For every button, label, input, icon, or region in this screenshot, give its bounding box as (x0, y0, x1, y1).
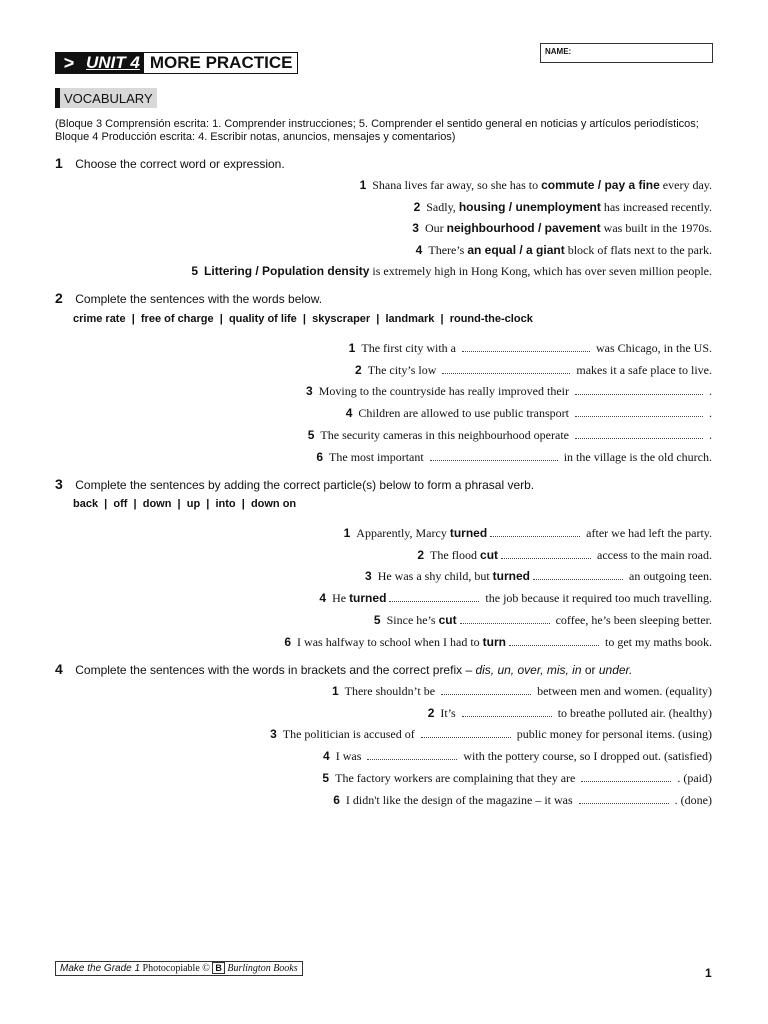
item-text: with the pottery course, so I dropped out. (satisfied) (460, 749, 712, 764)
exercise-item (308, 428, 712, 443)
exercise-instruction: Choose the correct word or expression. (75, 157, 285, 171)
item-text: The security cameras in this neighbourhood operate (320, 427, 572, 442)
item-number: 4 (319, 591, 327, 606)
item-number: 3 (412, 221, 419, 235)
item-number: 1 (359, 178, 367, 192)
item-text: block of flats next to the park. (564, 242, 712, 257)
exercise-3-heading (55, 476, 534, 494)
item-text: Our (424, 221, 447, 235)
item-text: . (706, 384, 712, 399)
item-text: There’s (428, 242, 468, 257)
photocopiable-text: Photocopiable © (140, 963, 213, 974)
item-text: Shana lives far away, so she has to (372, 178, 542, 192)
exercise-item (417, 548, 712, 563)
exercise-instruction: Complete the sentences with the words below. (75, 292, 323, 306)
exercise-item (323, 749, 712, 764)
word-bank: back | off | down | up | into | down on (73, 498, 297, 510)
item-text: makes it a safe place to live. (573, 362, 712, 377)
phrasal-verb: cut (480, 547, 499, 562)
item-number: 3 (270, 727, 277, 742)
answer-options[interactable]: housing / unemployment (458, 199, 601, 214)
exercise-4-heading (55, 661, 632, 679)
exercise-item (306, 384, 712, 399)
item-number: 3 (306, 384, 313, 399)
item-text: Moving to the countryside has really improved their (318, 384, 572, 399)
answer-blank[interactable] (462, 706, 552, 717)
answer-blank[interactable] (442, 363, 570, 374)
item-number: 5 (307, 427, 315, 442)
answer-blank[interactable] (579, 793, 669, 804)
exercise-item (319, 591, 712, 606)
item-number: 4 (345, 406, 353, 421)
answer-blank[interactable] (575, 384, 703, 395)
item-text: The flood (430, 547, 481, 562)
item-number: 2 (413, 199, 421, 214)
exercise-item (374, 613, 712, 628)
item-text: The first city with a (361, 341, 459, 355)
item-text: I was halfway to school when I had to (297, 634, 483, 649)
exercise-1-heading (55, 155, 285, 173)
item-text: the job because it required too much travelling. (482, 591, 712, 606)
exercise-item (428, 706, 712, 721)
answer-blank[interactable] (501, 548, 591, 559)
item-text: There shouldn’t be (344, 684, 439, 698)
exercise-item (344, 526, 712, 541)
answer-blank[interactable] (462, 341, 590, 352)
book-title: Make the Grade 1 (60, 963, 141, 974)
item-text: I didn't like the design of the magazine – it was (345, 792, 576, 807)
item-text: It’s (440, 705, 459, 720)
prefix-list: dis, un, over, mis, in (475, 663, 582, 677)
answer-options[interactable]: commute / pay a fine (541, 178, 660, 192)
item-text: has increased recently. (600, 199, 712, 214)
item-text: in the village is the old church. (560, 449, 712, 464)
item-number: 4 (323, 749, 330, 764)
name-label: NAME: (545, 47, 572, 56)
phrasal-verb: turn (482, 634, 506, 649)
item-number: 2 (355, 362, 362, 377)
answer-blank[interactable] (460, 613, 550, 624)
answer-blank[interactable] (533, 569, 623, 580)
item-number: 6 (284, 634, 292, 649)
unit-number: UNIT 4 (82, 53, 144, 73)
item-text: I was (335, 749, 365, 764)
exercise-item (412, 221, 712, 236)
answer-blank[interactable] (430, 450, 558, 461)
exercise-item (346, 406, 712, 421)
section-title: VOCABULARY (60, 88, 157, 108)
item-text: . (done) (671, 792, 712, 807)
exercise-item (360, 178, 712, 193)
section-label (55, 88, 157, 108)
answer-options[interactable]: an equal / a giant (467, 242, 565, 257)
exercise-item (355, 363, 712, 378)
item-text: . (paid) (674, 770, 712, 785)
answer-options[interactable]: Littering / Population density (204, 264, 370, 278)
name-field[interactable] (540, 43, 713, 63)
publisher-name: Burlington Books (224, 963, 298, 974)
answer-blank[interactable] (581, 771, 671, 782)
phrasal-verb: cut (438, 612, 457, 627)
item-text: was Chicago, in the US. (593, 341, 712, 355)
item-text: Children are allowed to use public transport (358, 406, 572, 421)
item-text: between men and women. (equality) (534, 684, 712, 698)
arrow-icon: > (56, 53, 82, 73)
item-number: 5 (191, 264, 199, 278)
exercise-item (333, 793, 712, 808)
exercise-number: 2 (55, 290, 63, 306)
exercise-item (270, 727, 712, 742)
unit-header (55, 52, 298, 74)
answer-blank[interactable] (367, 749, 457, 760)
phrasal-verb: turned (449, 526, 488, 540)
answer-options[interactable]: neighbourhood / pavement (446, 221, 601, 235)
exercise-item (316, 450, 712, 465)
exercise-instruction: Complete the sentences with the words in brackets and the correct prefix – (75, 663, 476, 677)
item-text: public money for personal items. (using) (513, 727, 712, 742)
item-number: 1 (343, 526, 351, 540)
item-text: The factory workers are complaining that they are (335, 770, 579, 785)
intro-text: (Bloque 3 Comprensión escrita: 1. Comprender instrucciones; 5. Comprender el sentido general en noticias y artículos periodísticos; Bloque 4 Producción escrita: 4. Escribir notas, anuncios, mensajes y comentarios) (55, 118, 699, 143)
answer-blank[interactable] (441, 684, 531, 695)
exercise-instruction: Complete the sentences by adding the correct particle(s) below to form a phrasal verb. (75, 478, 535, 492)
exercise-number: 4 (55, 661, 63, 677)
item-text: was built in the 1970s. (600, 221, 712, 235)
word-bank: crime rate | free of charge | quality of life | skyscraper | landmark | round-the-clock (73, 313, 533, 325)
answer-blank[interactable] (421, 727, 511, 738)
exercise-item (191, 264, 712, 279)
instruction-or: or (581, 663, 599, 677)
item-text: access to the main road. (594, 547, 712, 562)
exercise-item (414, 200, 712, 215)
answer-blank[interactable] (490, 526, 580, 537)
item-number: 6 (333, 792, 340, 807)
item-text: . (706, 406, 712, 421)
exercise-item (332, 684, 712, 699)
item-text: an outgoing teen. (626, 569, 712, 584)
page-number: 1 (705, 966, 712, 980)
item-number: 6 (316, 449, 324, 464)
item-number: 4 (415, 242, 423, 257)
exercise-item (365, 569, 712, 584)
item-text: . (706, 427, 712, 442)
item-number: 5 (373, 612, 381, 627)
item-text: He was a shy child, but (377, 569, 493, 584)
item-text: Sadly, (426, 199, 459, 214)
item-number: 1 (331, 684, 339, 698)
item-number: 2 (417, 547, 425, 562)
phrasal-verb: turned (349, 591, 387, 606)
item-text: The most important (329, 449, 427, 464)
answer-blank[interactable] (389, 591, 479, 602)
prefix-last: under. (598, 663, 633, 677)
exercise-2-heading (55, 290, 322, 308)
answer-blank[interactable] (575, 428, 703, 439)
item-text: to breathe polluted air. (healthy) (554, 705, 712, 720)
publisher-logo-icon: B (212, 962, 225, 974)
exercise-number: 3 (55, 476, 63, 492)
item-number: 3 (365, 569, 372, 584)
exercise-item (416, 243, 712, 258)
item-text: Since he’s (386, 612, 439, 627)
exercise-number: 1 (55, 155, 63, 171)
item-text: every day. (659, 178, 712, 192)
answer-blank[interactable] (575, 406, 703, 417)
exercise-item (322, 771, 712, 786)
item-text: after we had left the party. (583, 526, 712, 540)
item-text: to get my maths book. (602, 634, 712, 649)
item-text: coffee, he’s been sleeping better. (552, 612, 712, 627)
item-text: He (332, 591, 350, 606)
exercise-item (284, 635, 712, 650)
item-text: Apparently, Marcy (356, 526, 450, 540)
item-text: The city’s low (367, 362, 440, 377)
item-number: 2 (427, 705, 435, 720)
phrasal-verb: turned (492, 569, 531, 584)
item-text: The politician is accused of (282, 727, 418, 742)
item-number: 5 (322, 770, 330, 785)
item-text: is extremely high in Hong Kong, which has over seven million people. (369, 264, 712, 278)
item-number: 1 (348, 341, 356, 355)
exercise-item (349, 341, 712, 356)
unit-title: MORE PRACTICE (149, 53, 293, 72)
answer-blank[interactable] (509, 635, 599, 646)
footer-credit (55, 961, 303, 976)
